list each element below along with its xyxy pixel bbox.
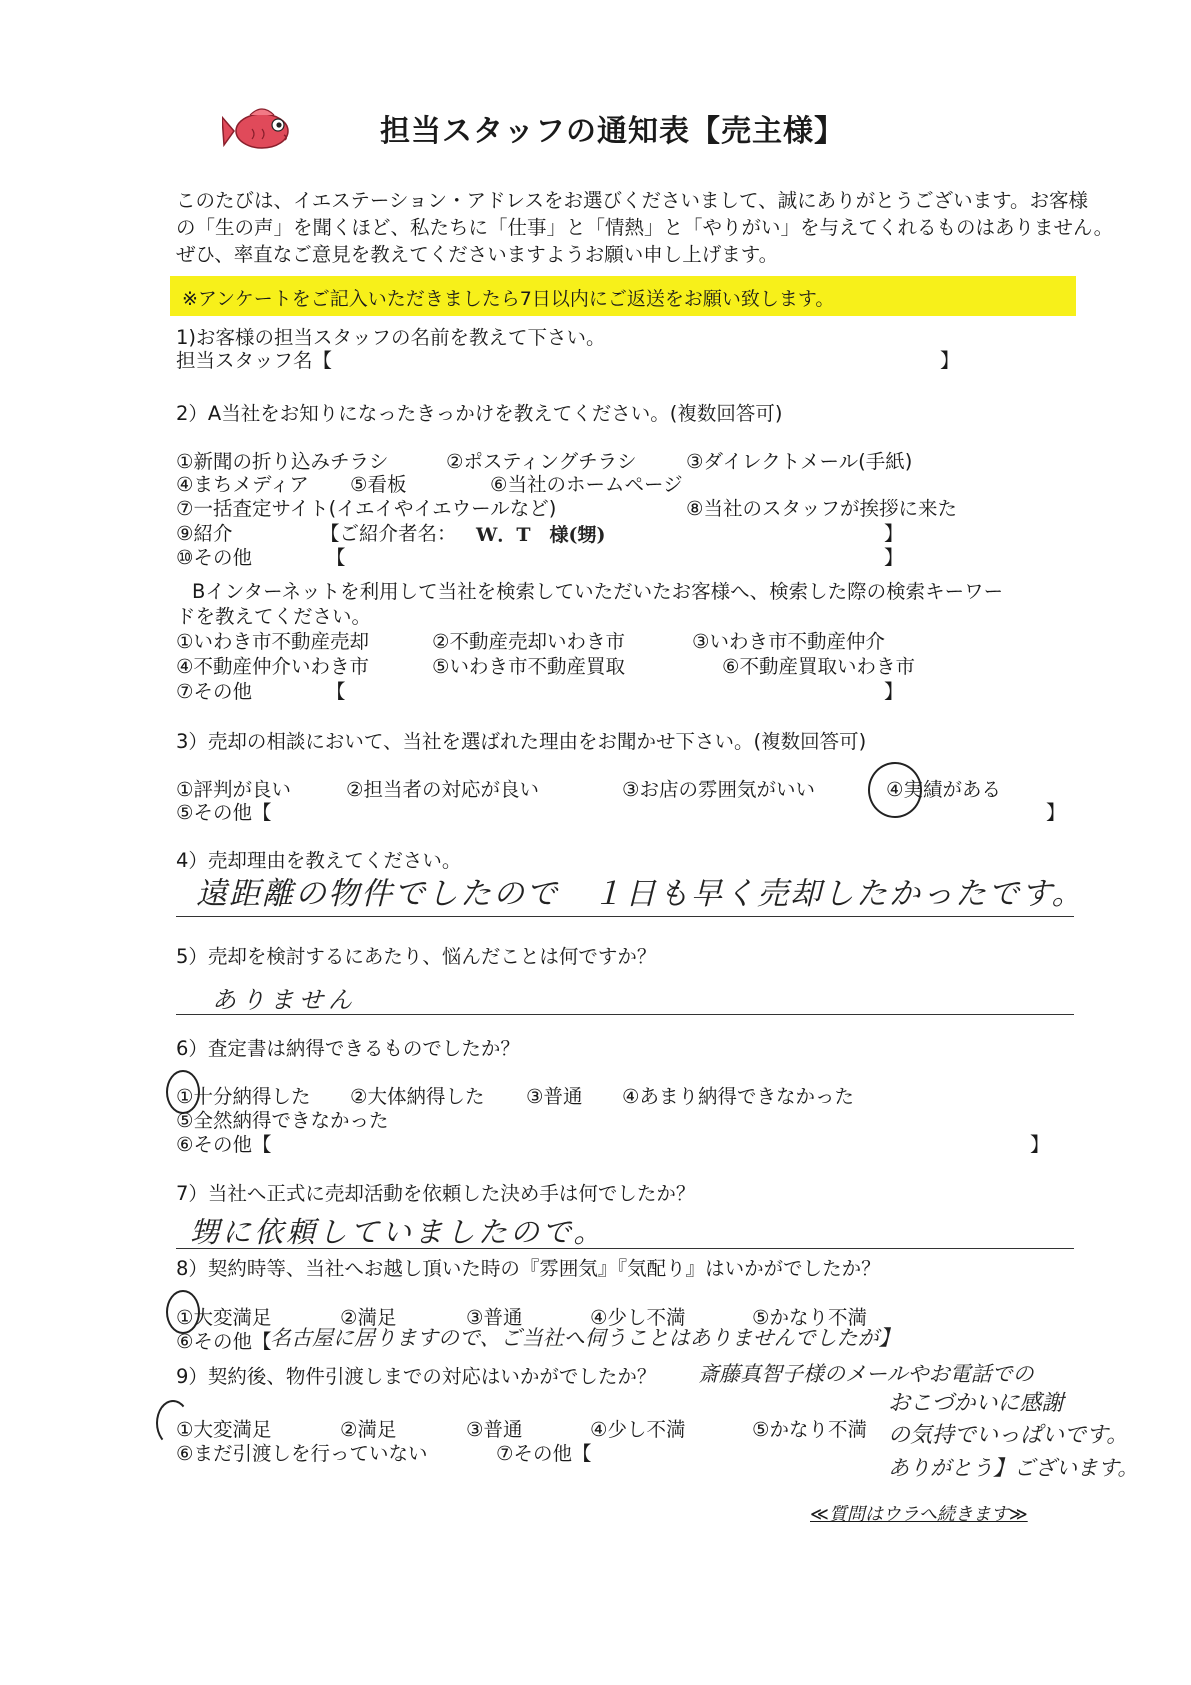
q1-bracket-close: 】 [940, 349, 960, 372]
q5-answer-line [176, 1014, 1074, 1015]
q2b-option: ④不動産仲介いわき市 [176, 655, 369, 678]
intro-text [176, 187, 1113, 268]
q2-option: ⑤看板 [350, 473, 407, 496]
intro-line: の「生の声」を聞くほど、私たちに「仕事」と「情熱」と「やりがい」を与えてくれるものはありません。 [176, 216, 1114, 239]
q3-option: ②担当者の対応が良い [346, 778, 539, 801]
q8-question: 8）契約時等、当社へお越し頂いた時の『雰囲気』『気配り』はいかがでしたか？ [176, 1257, 881, 1280]
q2b-bracket-close: 】 [884, 680, 904, 703]
q7-answer-line [176, 1248, 1074, 1249]
q9-option: ③普通 [466, 1418, 523, 1441]
q9-question: 9）契約後、物件引渡しまでの対応はいかがでしたか？ [176, 1365, 657, 1388]
q9-option: ⑦その他【 [496, 1442, 592, 1465]
q6-option: ②大体納得した [350, 1085, 485, 1108]
q3-selection-circle [868, 762, 922, 818]
page-title: 担当スタッフの通知表【売主様】 [380, 114, 845, 149]
q6-option-selected: ①十分納得した [176, 1085, 311, 1108]
q4-answer-line [176, 916, 1074, 917]
q3-option: ⑤その他【 [176, 801, 272, 824]
q6-bracket-close: 】 [1030, 1133, 1050, 1156]
q9-option: ②満足 [340, 1418, 397, 1441]
q6-option: ④あまり納得できなかった [622, 1085, 854, 1108]
q2b-option: ①いわき市不動産売却 [176, 630, 369, 653]
q8-option: ⑤かなり不満 [752, 1306, 867, 1329]
q2-option: ③ダイレクトメール(手紙) [686, 450, 913, 473]
q7-question: 7）当社へ正式に売却活動を依頼した決め手は何でしたか？ [176, 1182, 696, 1205]
q1-question: 1)お客様の担当スタッフの名前を教えて下さい。 [176, 326, 606, 349]
q4-handwritten-answer: 遠距離の物件でしたので １日も早く売却したかったです。 [196, 876, 1085, 912]
q9-option: ④少し不満 [590, 1418, 686, 1441]
q2-bracket-close: 】 [884, 522, 904, 545]
intro-line: ぜひ、率直なご意見を教えてくださいますようお願い申し上げます。 [176, 243, 779, 266]
q2b-option: ⑤いわき市不動産買取 [432, 655, 625, 678]
q2b-option: ②不動産売却いわき市 [432, 630, 625, 653]
q9-handwritten-comment: 斎藤真智子様のメールやお電話での [698, 1362, 1034, 1386]
q8-option: ④少し不満 [590, 1306, 686, 1329]
q2-option: ①新聞の折り込みチラシ [176, 450, 389, 473]
q2-bracket-close: 】 [884, 546, 904, 569]
q2-option: ⑦一括査定サイト(イエイやイエウールなど) [176, 497, 557, 520]
q2-option: ④まちメディア [176, 473, 309, 496]
q2-question: 2）A当社をお知りになったきっかけを教えてください。(複数回答可) [176, 402, 783, 425]
q2-option: ⑨紹介 [176, 522, 233, 545]
q3-option: ①評判が良い [176, 778, 291, 801]
q2-option: ⑩その他 [176, 546, 252, 569]
q2-referrer-label: 【ご紹介者名： [320, 522, 457, 545]
q2-option: ②ポスティングチラシ [446, 450, 637, 473]
q2b-option: ③いわき市不動産仲介 [692, 630, 885, 653]
q2b-option: ⑥不動産買取いわき市 [722, 655, 915, 678]
q3-option-selected: ④実績がある [886, 778, 1001, 801]
q8-option: ③普通 [466, 1306, 523, 1329]
q9-handwritten-comment: ありがとう】ございます。 [888, 1456, 1139, 1480]
q7-handwritten-answer: 甥に依頼していましたので。 [190, 1215, 606, 1249]
q4-question: 4）売却理由を教えてください。 [176, 849, 462, 872]
q2b-question: ドを教えてください。 [176, 605, 372, 628]
q2b-other-open: 【 [326, 680, 346, 703]
q5-handwritten-answer: ありません [212, 986, 357, 1014]
q6-option: ⑤全然納得できなかった [176, 1109, 389, 1132]
q2b-question: Bインターネットを利用して当社を検索していただいたお客様へ、検索した際の検索キーワー [192, 580, 1004, 603]
q8-option-selected: ①大変満足 [176, 1306, 272, 1329]
q9-handwritten-comment: おこづかいに感謝 [888, 1391, 1064, 1416]
q8-option: ②満足 [340, 1306, 397, 1329]
q9-option: ⑤かなり不満 [752, 1418, 867, 1441]
q6-option: ③普通 [526, 1085, 583, 1108]
fish-mascot-icon [222, 103, 300, 155]
q2b-option: ⑦その他 [176, 680, 252, 703]
q2-referrer-value: W．T 様(甥) [476, 524, 606, 546]
q3-option: ③お店の雰囲気がいい [622, 778, 815, 801]
return-notice-text: ※アンケートをご記入いただきましたら7日以内にご返送をお願い致します。 [182, 288, 835, 310]
q3-question: 3）売却の相談において、当社を選ばれた理由をお聞かせ下さい。(複数回答可) [176, 730, 867, 753]
q9-option-selected: ①大変満足 [176, 1418, 272, 1441]
return-notice-banner [170, 276, 1076, 316]
intro-line: このたびは、イエステーション・アドレスをお選びくださいまして、誠にありがとうございます。お客様 [176, 189, 1089, 212]
q8-handwritten-answer: 名古屋に居りますので、ご当社へ伺うことはありませんでしたが】 [270, 1326, 900, 1350]
q1-label: 担当スタッフ名【 [176, 349, 333, 372]
q9-option: ⑥まだ引渡しを行っていない [176, 1442, 428, 1465]
q6-option: ⑥その他【 [176, 1133, 272, 1156]
q5-question: 5）売却を検討するにあたり、悩んだことは何ですか？ [176, 945, 657, 968]
q2-other-open: 【 [326, 546, 346, 569]
q6-question: 6）査定書は納得できるものでしたか？ [176, 1037, 520, 1060]
q2-option: ⑥当社のホームページ [490, 473, 683, 496]
q3-bracket-close: 】 [1046, 801, 1066, 824]
q8-other-label: ⑥その他【 [176, 1330, 272, 1353]
q2-option: ⑧当社のスタッフが挨拶に来た [686, 497, 957, 520]
q9-handwritten-comment: の気持でいっぱいです。 [888, 1423, 1129, 1448]
continue-on-back-note: ≪質問はウラへ続きます≫ [810, 1504, 1028, 1525]
